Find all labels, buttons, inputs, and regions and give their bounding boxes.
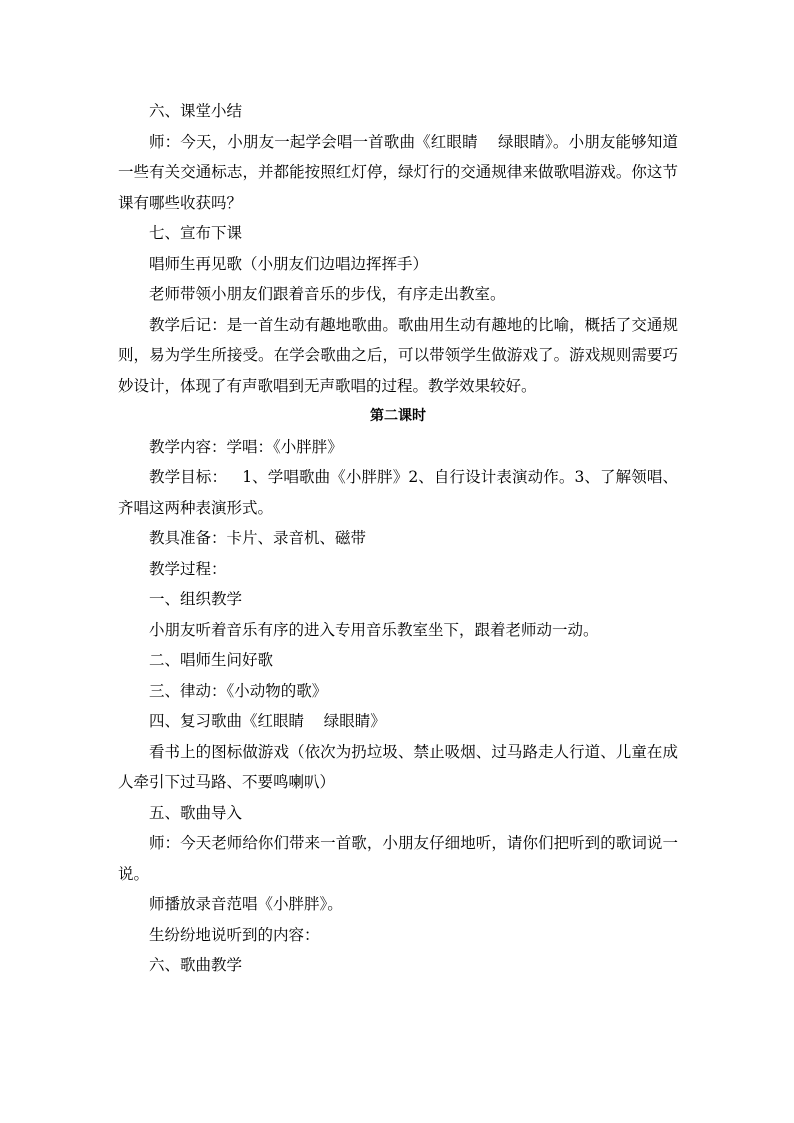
heading-greeting-song: 二、唱师生问好歌 [149, 651, 274, 669]
heading-organize-teaching: 一、组织教学 [149, 590, 243, 608]
section-heading-second-lesson: 第二课时 [370, 408, 426, 424]
paragraph-teaching-notes: 教学后记：是一首生动有趣地歌曲。歌曲用生动有趣地的比喻，概括了交通规则，易为学生所接受。在学会歌曲之后，可以带领学生做游戏了。游戏规则需要巧妙设计，体现了有声歌唱到无声歌唱的过程。教学效果较好。 [118, 315, 678, 395]
paragraph-teaching-content: 教学内容：学唱：《小胖胖》 [149, 437, 343, 456]
paragraph-teacher-summary: 师：今天，小朋友一起学会唱一首歌曲《红眼睛 绿眼睛》。小朋友能够知道一些有关交通标志，并都能按照红灯停，绿灯行的交通规律来做歌唱游戏。你这节课有哪些收获吗？ [118, 132, 678, 212]
document-page [118, 96, 678, 981]
paragraph-leave-classroom: 老师带领小朋友们跟着音乐的步伐，有序走出教室。 [149, 285, 506, 303]
paragraph-students-respond: 生纷纷地说听到的内容： [149, 925, 320, 944]
paragraph-enter-classroom: 小朋友听着音乐有序的进入专用音乐教室坐下，跟着老师动一动。 [149, 620, 599, 639]
paragraph-teaching-materials: 教具准备：卡片、录音机、磁带 [149, 529, 367, 547]
heading-class-summary: 六、课堂小结 [149, 102, 243, 120]
heading-song-intro: 五、歌曲导入 [149, 803, 243, 822]
heading-rhythm: 三、律动：《小动物的歌》 [149, 681, 328, 700]
paragraph-icon-game: 看书上的图标做游戏（依次为扔垃圾、禁止吸烟、过马路走人行道、儿童在成人牵引下过马路、不要鸣喇叭） [118, 742, 678, 791]
paragraph-goodbye-song: 唱师生再见歌（小朋友们边唱边挥挥手） [149, 254, 429, 273]
paragraph-teaching-goals: 教学目标： 1、学唱歌曲《小胖胖》2、自行设计表演动作。3、了解领唱、齐唱这两种表演形式。 [118, 468, 678, 517]
paragraph-teaching-process: 教学过程： [149, 559, 227, 578]
paragraph-teacher-intro: 师：今天老师给你们带来一首歌，小朋友仔细地听，请你们把听到的歌词说一说。 [118, 834, 678, 883]
heading-song-teaching: 六、歌曲教学 [149, 956, 243, 974]
paragraph-play-recording: 师播放录音范唱《小胖胖》。 [149, 895, 343, 913]
heading-dismiss-class: 七、宣布下课 [149, 224, 243, 242]
heading-review-song: 四、复习歌曲《红眼睛 绿眼睛》 [149, 712, 386, 730]
